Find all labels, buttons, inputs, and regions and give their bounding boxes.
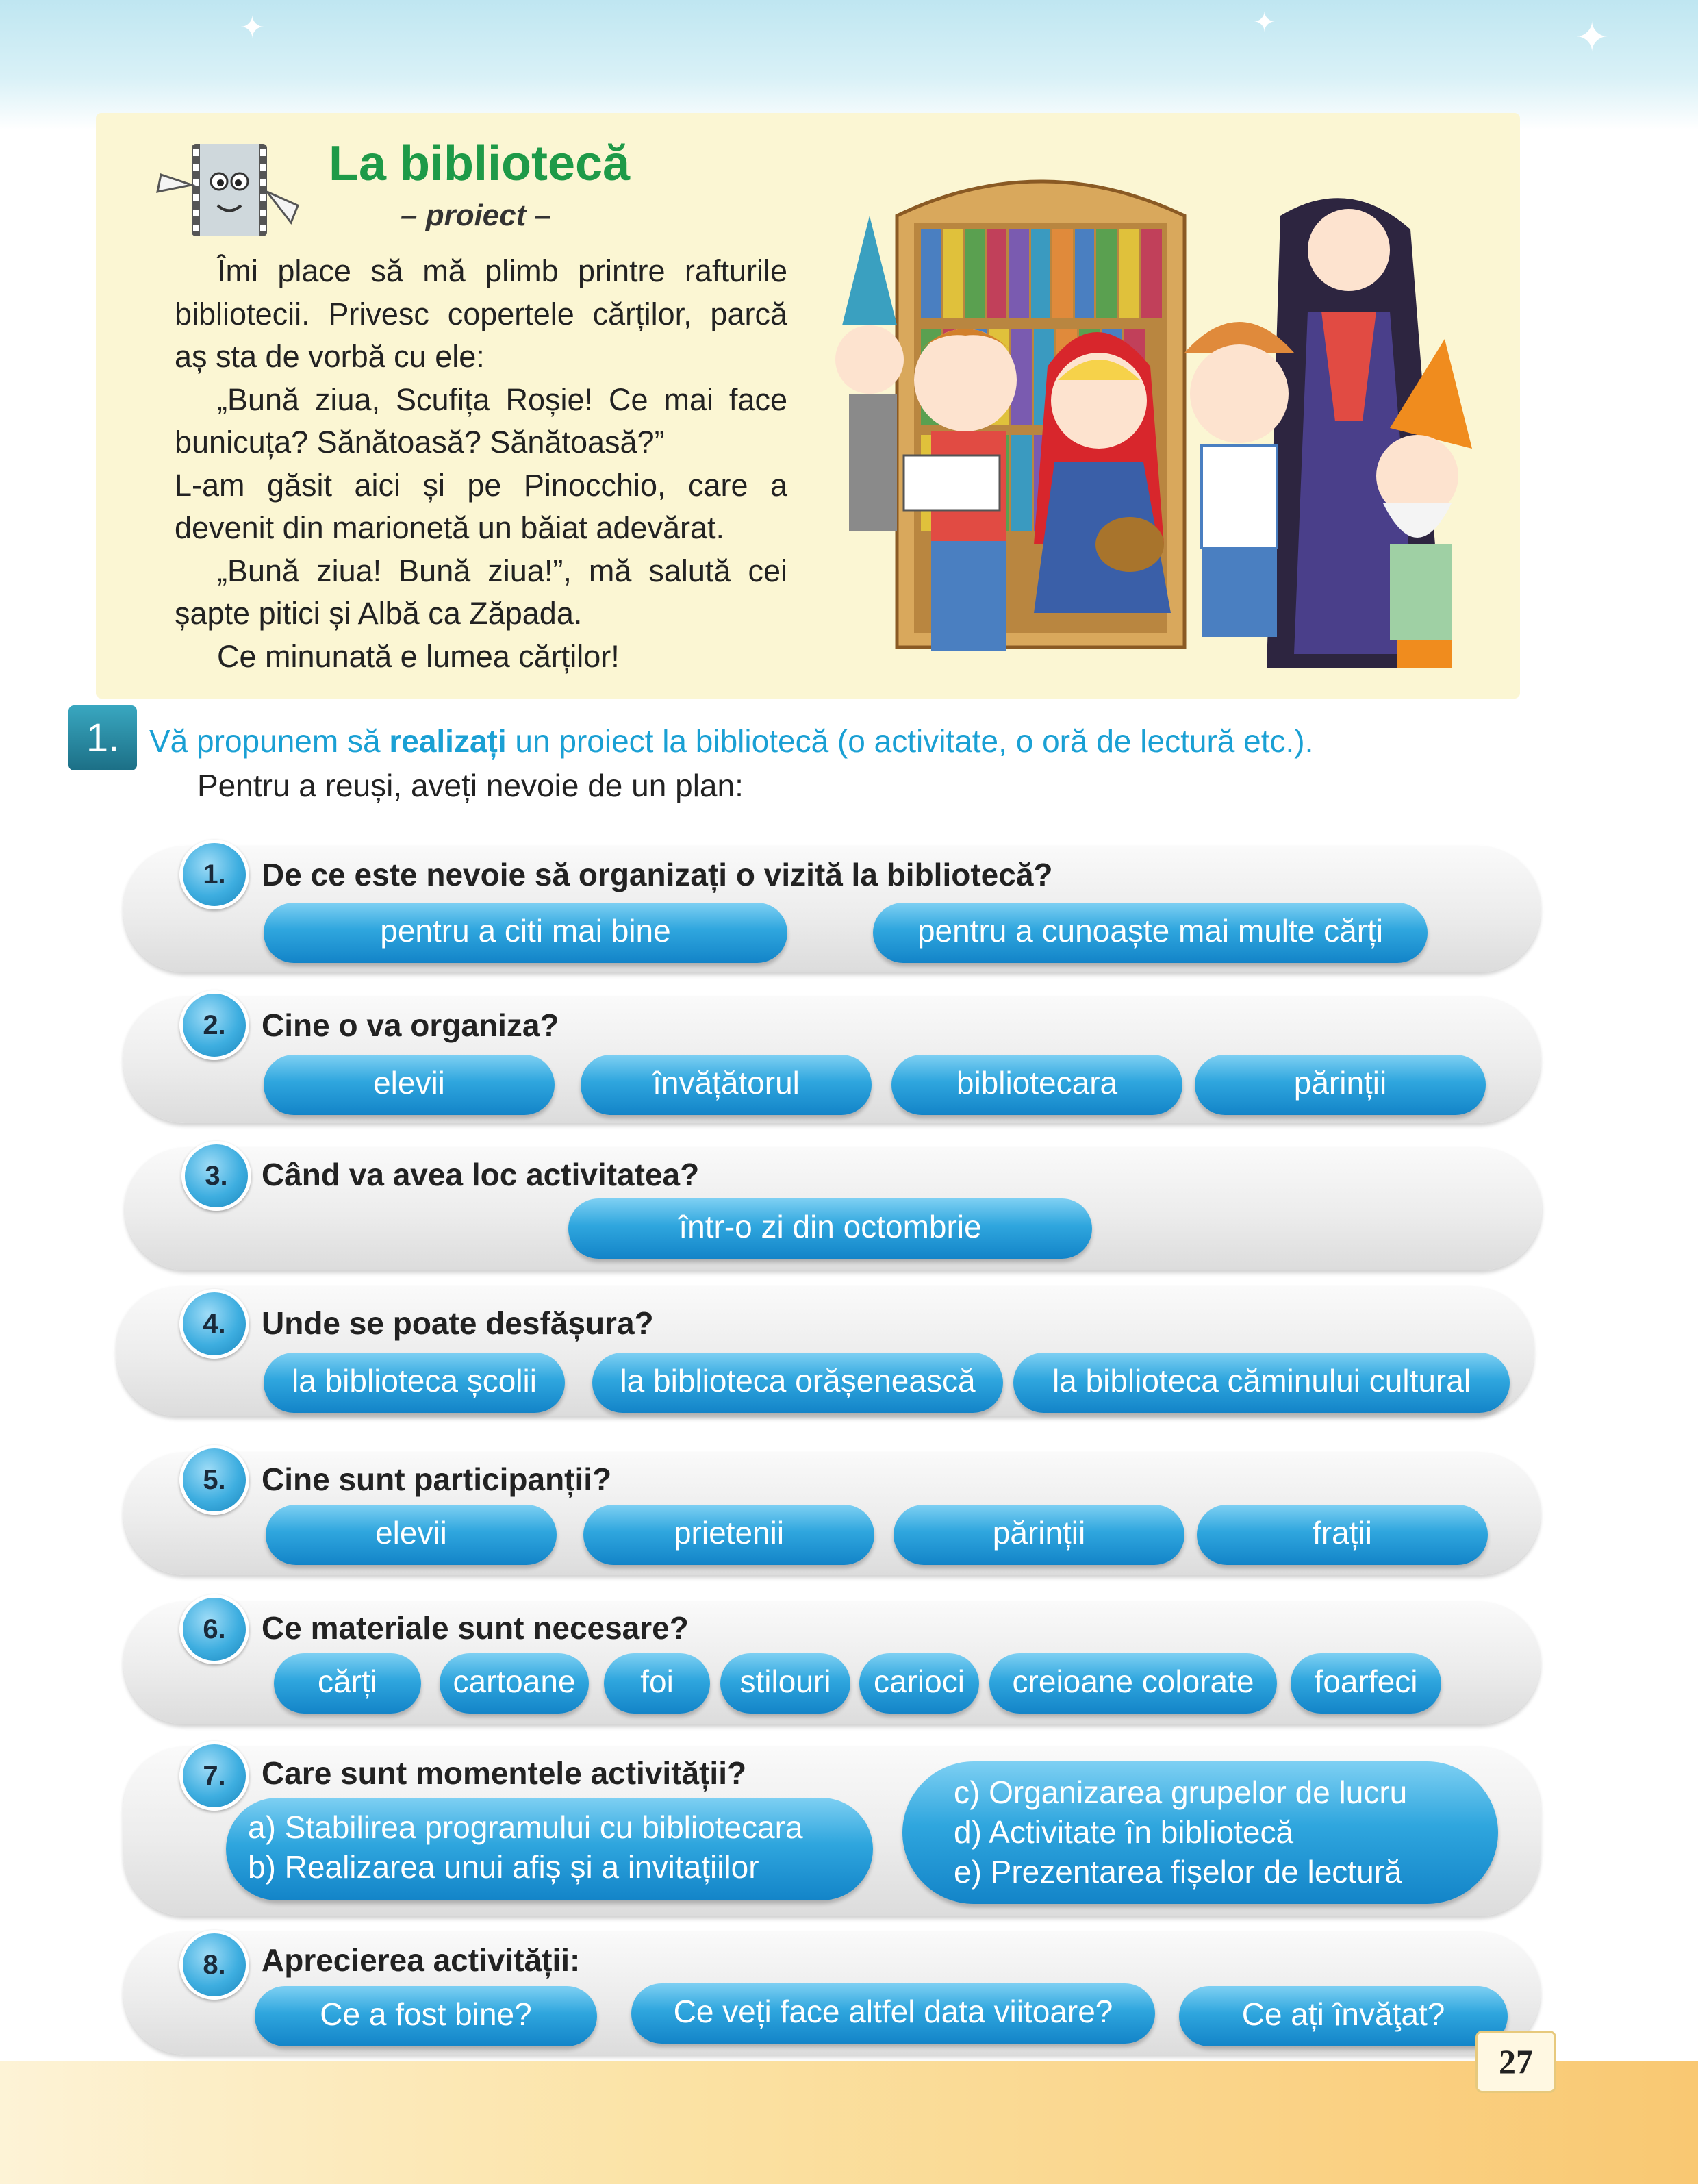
answer-pill: la biblioteca căminului cultural xyxy=(1013,1353,1510,1413)
plan-question: Ce materiale sunt necesare? xyxy=(262,1610,689,1646)
story-paragraph: „Bună ziua! Bună ziua!”, mă salută cei șapte pitici și Albă ca Zăpada. xyxy=(175,553,787,631)
plan-question: De ce este nevoie să organizați o vizită la bibliotecă? xyxy=(262,857,1053,892)
plan-number: 7. xyxy=(179,1741,249,1811)
page-title: La bibliotecă xyxy=(329,136,631,191)
plan-number: 6. xyxy=(179,1594,249,1664)
page-subtitle: – proiect – xyxy=(401,199,552,232)
answer-pill: cartoane xyxy=(440,1653,589,1714)
answer-pill xyxy=(902,1761,1498,1904)
answer-pill: prietenii xyxy=(583,1505,874,1565)
answer-pill xyxy=(226,1798,873,1900)
answer-pill: Ce ați învăţat? xyxy=(1179,1986,1508,2046)
plan-question: Unde se poate desfășura? xyxy=(262,1305,654,1341)
answer-pill: creioane colorate xyxy=(989,1653,1277,1714)
sparkle-icon: ✦ xyxy=(1253,8,1276,38)
answer-pill: într-o zi din octombrie xyxy=(568,1198,1092,1259)
plan-number: 1. xyxy=(179,840,249,909)
answer-line: c) Organizarea grupelor de lucru xyxy=(954,1774,1408,1810)
answer-pill: stilouri xyxy=(720,1653,850,1714)
library-illustration xyxy=(828,134,1499,695)
task-instruction xyxy=(149,723,1313,760)
task-text-bold: realizați xyxy=(389,723,507,759)
task-text-part: Vă propunem să xyxy=(149,723,390,759)
answer-pill: pentru a citi mai bine xyxy=(264,903,787,963)
story-paragraph: Îmi place să mă plimb printre rafturile bibliotecii. Privesc copertele cărților, parcă aș sta de vorbă cu ele: xyxy=(175,253,787,374)
sparkle-icon: ✦ xyxy=(1575,14,1610,60)
answer-pill: pentru a cunoaște mai multe cărți xyxy=(873,903,1428,963)
answer-pill: învățătorul xyxy=(581,1055,872,1115)
bottom-decor-band xyxy=(0,2061,1698,2184)
answer-pill: la biblioteca școlii xyxy=(264,1353,565,1413)
plan-number: 2. xyxy=(179,990,249,1060)
answer-pill: părinții xyxy=(894,1505,1184,1565)
top-decor-band xyxy=(0,0,1698,130)
plan-question: Cine sunt participanții? xyxy=(262,1461,612,1497)
answer-line: d) Activitate în bibliotecă xyxy=(954,1814,1294,1850)
plan-question: Aprecierea activității: xyxy=(262,1942,581,1978)
answer-pill: foarfeci xyxy=(1291,1653,1441,1714)
plan-number: 5. xyxy=(179,1445,249,1515)
plan-number: 4. xyxy=(179,1289,249,1359)
story-text xyxy=(175,250,787,678)
plan-number: 8. xyxy=(179,1930,249,2000)
answer-pill: foi xyxy=(604,1653,710,1714)
answer-pill: Ce veți face altfel data viitoare? xyxy=(631,1983,1155,2044)
answer-pill: bibliotecara xyxy=(891,1055,1182,1115)
page-number: 27 xyxy=(1475,2031,1556,2093)
answer-pill: carioci xyxy=(859,1653,979,1714)
plan-number: 3. xyxy=(181,1141,251,1211)
task-instruction-line2: Pentru a reuși, aveți nevoie de un plan: xyxy=(197,768,744,803)
film-reel-icon xyxy=(151,137,315,247)
answer-pill: cărți xyxy=(274,1653,421,1714)
plan-question: Care sunt momentele activității? xyxy=(262,1755,747,1791)
story-paragraph: L-am găsit aici și pe Pinocchio, care a devenit din marionetă un băiat adevărat. xyxy=(175,467,787,545)
plan-question: Cine o va organiza? xyxy=(262,1007,559,1043)
answer-line: e) Prezentarea fișelor de lectură xyxy=(954,1854,1402,1890)
answer-pill: la biblioteca orășenească xyxy=(592,1353,1003,1413)
task-number-badge: 1. xyxy=(68,705,137,770)
plan-question: Când va avea loc activitatea? xyxy=(262,1157,700,1192)
answer-pill: Ce a fost bine? xyxy=(255,1986,597,2046)
answer-pill: elevii xyxy=(266,1505,557,1565)
answer-pill: elevii xyxy=(264,1055,555,1115)
answer-line: a) Stabilirea programului cu bibliotecara xyxy=(248,1809,803,1845)
answer-pill: frații xyxy=(1197,1505,1488,1565)
story-paragraph: Ce minunată e lumea cărților! xyxy=(217,638,620,674)
story-paragraph: „Bună ziua, Scufița Roșie! Ce mai face bunicuța? Sănătoasă? Sănătoasă?” xyxy=(175,381,787,460)
answer-line: b) Realizarea unui afiș și a invitațiilor xyxy=(248,1849,759,1885)
sparkle-icon: ✦ xyxy=(240,11,265,45)
answer-pill: părinții xyxy=(1195,1055,1486,1115)
task-text-part: un proiect la bibliotecă (o activitate, o oră de lectură etc.). xyxy=(506,723,1314,759)
